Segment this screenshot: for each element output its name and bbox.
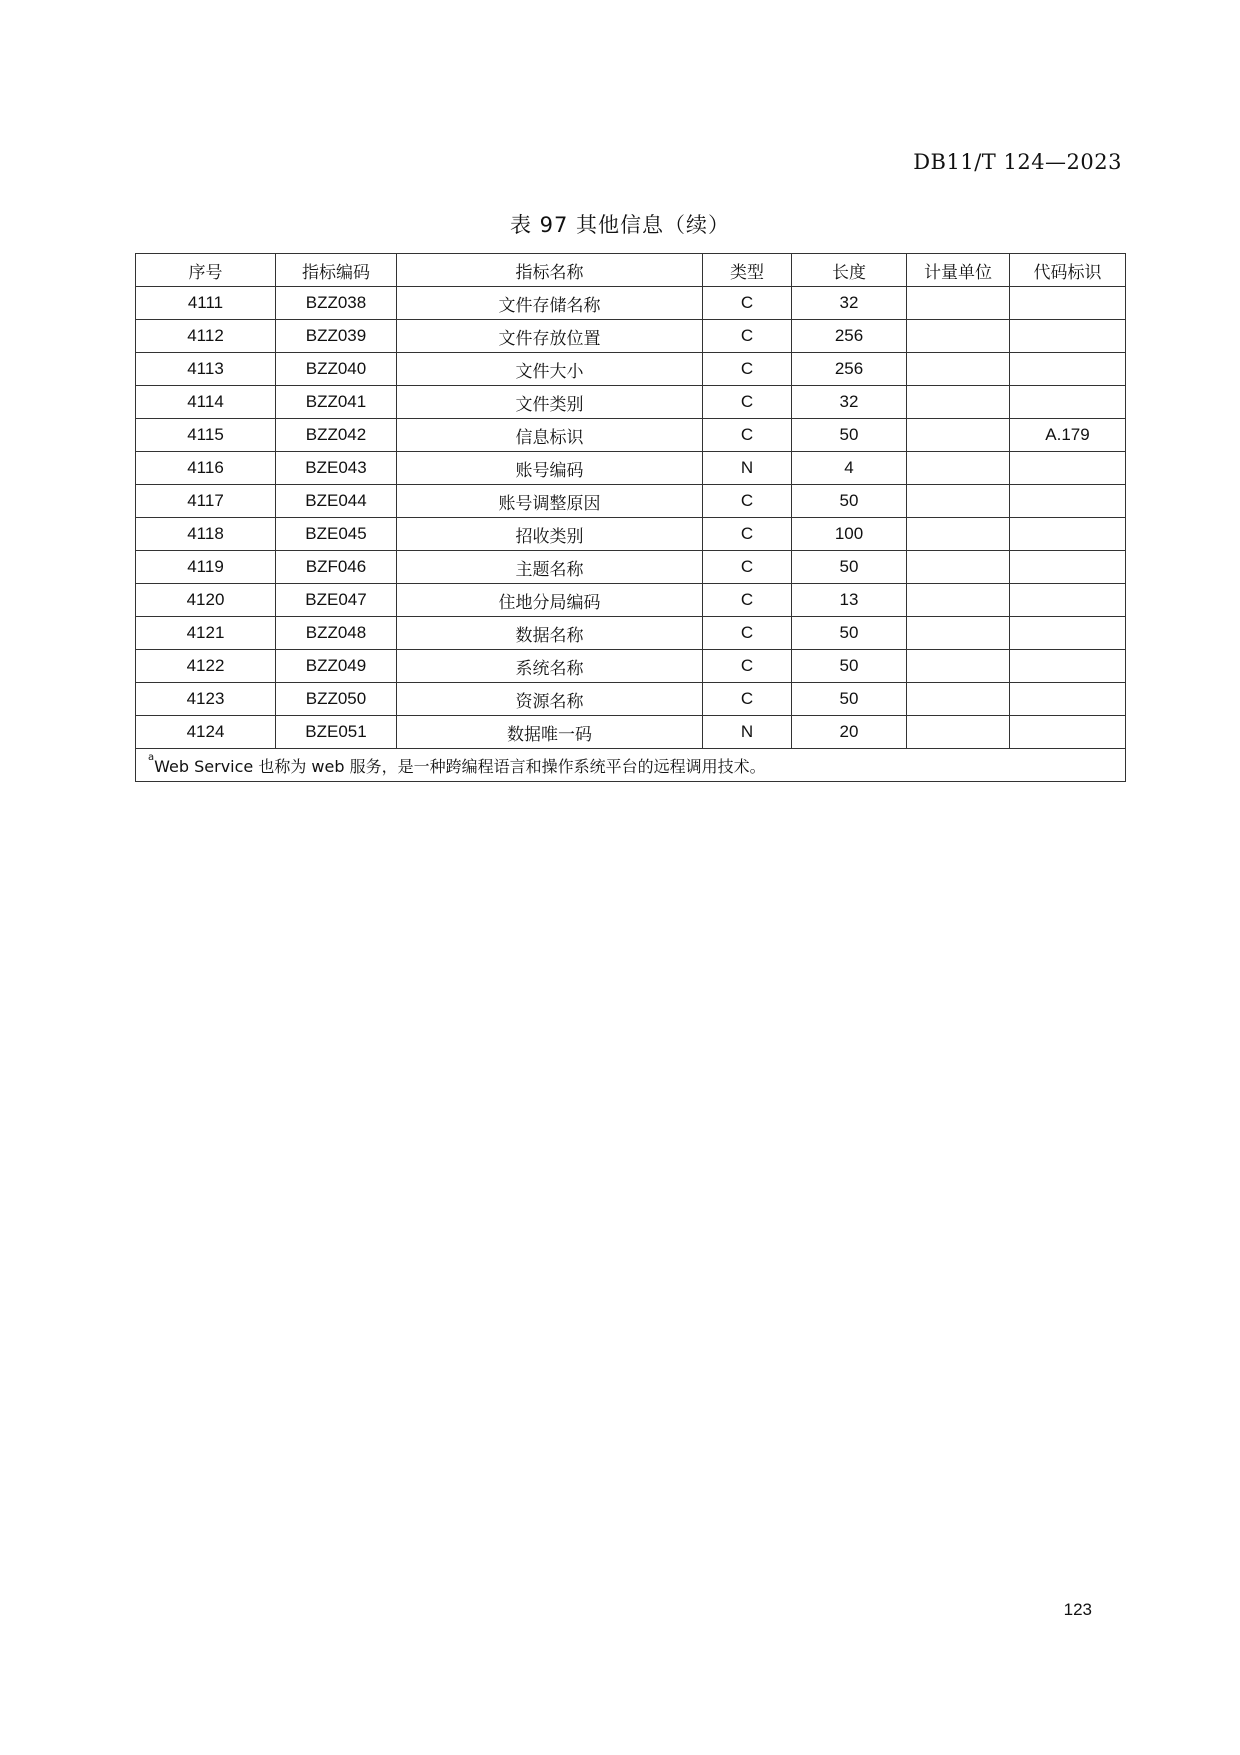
cell-length: 50 — [792, 419, 907, 452]
cell-seq: 4122 — [136, 650, 276, 683]
cell-code: BZE044 — [276, 485, 397, 518]
cell-code-id — [1010, 683, 1126, 716]
cell-code: BZZ038 — [276, 287, 397, 320]
table-row — [136, 683, 1126, 716]
table-row — [136, 518, 1126, 551]
column-header: 指标编码 — [276, 254, 397, 287]
cell-seq: 4120 — [136, 584, 276, 617]
cell-name: 资源名称 — [397, 683, 703, 716]
cell-type: C — [703, 320, 792, 353]
cell-unit — [907, 485, 1010, 518]
cell-seq: 4121 — [136, 617, 276, 650]
cell-code: BZE051 — [276, 716, 397, 749]
column-header: 类型 — [703, 254, 792, 287]
column-header: 代码标识 — [1010, 254, 1126, 287]
cell-type: N — [703, 716, 792, 749]
cell-length: 13 — [792, 584, 907, 617]
cell-type: C — [703, 419, 792, 452]
cell-length: 50 — [792, 683, 907, 716]
cell-code-id — [1010, 452, 1126, 485]
indicator-table — [135, 253, 1126, 782]
cell-unit — [907, 287, 1010, 320]
cell-type: C — [703, 518, 792, 551]
cell-code: BZZ050 — [276, 683, 397, 716]
cell-length: 20 — [792, 716, 907, 749]
cell-length: 256 — [792, 320, 907, 353]
cell-code-id — [1010, 650, 1126, 683]
column-header: 长度 — [792, 254, 907, 287]
column-header: 计量单位 — [907, 254, 1010, 287]
table-row — [136, 617, 1126, 650]
cell-seq: 4117 — [136, 485, 276, 518]
table-row — [136, 287, 1126, 320]
table-row — [136, 716, 1126, 749]
cell-name: 数据名称 — [397, 617, 703, 650]
cell-type: C — [703, 353, 792, 386]
footnote-row — [136, 749, 1126, 782]
footnote-mark: a — [148, 751, 155, 763]
cell-code-id — [1010, 287, 1126, 320]
footnote-text: Web Service 也称为 web 服务，是一种跨编程语言和操作系统平台的远程调用技术。 — [154, 756, 766, 776]
cell-name: 账号编码 — [397, 452, 703, 485]
table-row — [136, 650, 1126, 683]
cell-unit — [907, 584, 1010, 617]
cell-type: C — [703, 584, 792, 617]
cell-length: 4 — [792, 452, 907, 485]
cell-type: C — [703, 485, 792, 518]
cell-unit — [907, 716, 1010, 749]
cell-name: 信息标识 — [397, 419, 703, 452]
cell-seq: 4118 — [136, 518, 276, 551]
cell-unit — [907, 518, 1010, 551]
cell-code-id — [1010, 617, 1126, 650]
cell-length: 100 — [792, 518, 907, 551]
cell-name: 文件存放位置 — [397, 320, 703, 353]
cell-code: BZZ039 — [276, 320, 397, 353]
cell-unit — [907, 320, 1010, 353]
cell-code-id — [1010, 320, 1126, 353]
cell-seq: 4119 — [136, 551, 276, 584]
document-code: DB11/T 124—2023 — [913, 150, 1122, 174]
cell-code-id: A.179 — [1010, 419, 1126, 452]
cell-type: N — [703, 452, 792, 485]
cell-name: 账号调整原因 — [397, 485, 703, 518]
cell-name: 住地分局编码 — [397, 584, 703, 617]
cell-unit — [907, 419, 1010, 452]
table-row — [136, 485, 1126, 518]
cell-length: 32 — [792, 386, 907, 419]
cell-code-id — [1010, 386, 1126, 419]
cell-seq: 4115 — [136, 419, 276, 452]
cell-unit — [907, 650, 1010, 683]
table-row — [136, 320, 1126, 353]
cell-type: C — [703, 386, 792, 419]
cell-name: 文件类别 — [397, 386, 703, 419]
cell-code-id — [1010, 485, 1126, 518]
table-footnote — [136, 749, 1126, 782]
cell-length: 50 — [792, 650, 907, 683]
cell-code: BZE045 — [276, 518, 397, 551]
cell-code: BZE043 — [276, 452, 397, 485]
cell-seq: 4113 — [136, 353, 276, 386]
cell-type: C — [703, 683, 792, 716]
cell-code: BZE047 — [276, 584, 397, 617]
cell-seq: 4112 — [136, 320, 276, 353]
cell-type: C — [703, 287, 792, 320]
cell-name: 文件大小 — [397, 353, 703, 386]
cell-unit — [907, 551, 1010, 584]
table-row — [136, 452, 1126, 485]
cell-code-id — [1010, 518, 1126, 551]
cell-length: 50 — [792, 485, 907, 518]
cell-seq: 4111 — [136, 287, 276, 320]
table-caption: 表 97 其他信息（续） — [509, 213, 731, 237]
table-row — [136, 419, 1126, 452]
cell-seq: 4116 — [136, 452, 276, 485]
cell-length: 32 — [792, 287, 907, 320]
cell-unit — [907, 683, 1010, 716]
cell-code-id — [1010, 716, 1126, 749]
cell-name: 系统名称 — [397, 650, 703, 683]
table-row — [136, 584, 1126, 617]
cell-seq: 4124 — [136, 716, 276, 749]
cell-unit — [907, 452, 1010, 485]
cell-code-id — [1010, 551, 1126, 584]
cell-code: BZZ040 — [276, 353, 397, 386]
page-number: 123 — [1063, 1600, 1092, 1619]
cell-type: C — [703, 650, 792, 683]
table-row — [136, 551, 1126, 584]
cell-name: 数据唯一码 — [397, 716, 703, 749]
cell-code: BZZ041 — [276, 386, 397, 419]
cell-name: 招收类别 — [397, 518, 703, 551]
cell-code: BZZ042 — [276, 419, 397, 452]
cell-seq: 4123 — [136, 683, 276, 716]
cell-unit — [907, 386, 1010, 419]
cell-code-id — [1010, 584, 1126, 617]
cell-code: BZF046 — [276, 551, 397, 584]
cell-length: 50 — [792, 551, 907, 584]
column-header: 指标名称 — [397, 254, 703, 287]
cell-unit — [907, 353, 1010, 386]
cell-code-id — [1010, 353, 1126, 386]
cell-type: C — [703, 617, 792, 650]
cell-unit — [907, 617, 1010, 650]
cell-type: C — [703, 551, 792, 584]
column-header: 序号 — [136, 254, 276, 287]
cell-code: BZZ049 — [276, 650, 397, 683]
cell-seq: 4114 — [136, 386, 276, 419]
cell-code: BZZ048 — [276, 617, 397, 650]
cell-name: 文件存储名称 — [397, 287, 703, 320]
table-row — [136, 386, 1126, 419]
cell-name: 主题名称 — [397, 551, 703, 584]
cell-length: 256 — [792, 353, 907, 386]
table-header-row — [136, 254, 1126, 287]
cell-length: 50 — [792, 617, 907, 650]
table-row — [136, 353, 1126, 386]
